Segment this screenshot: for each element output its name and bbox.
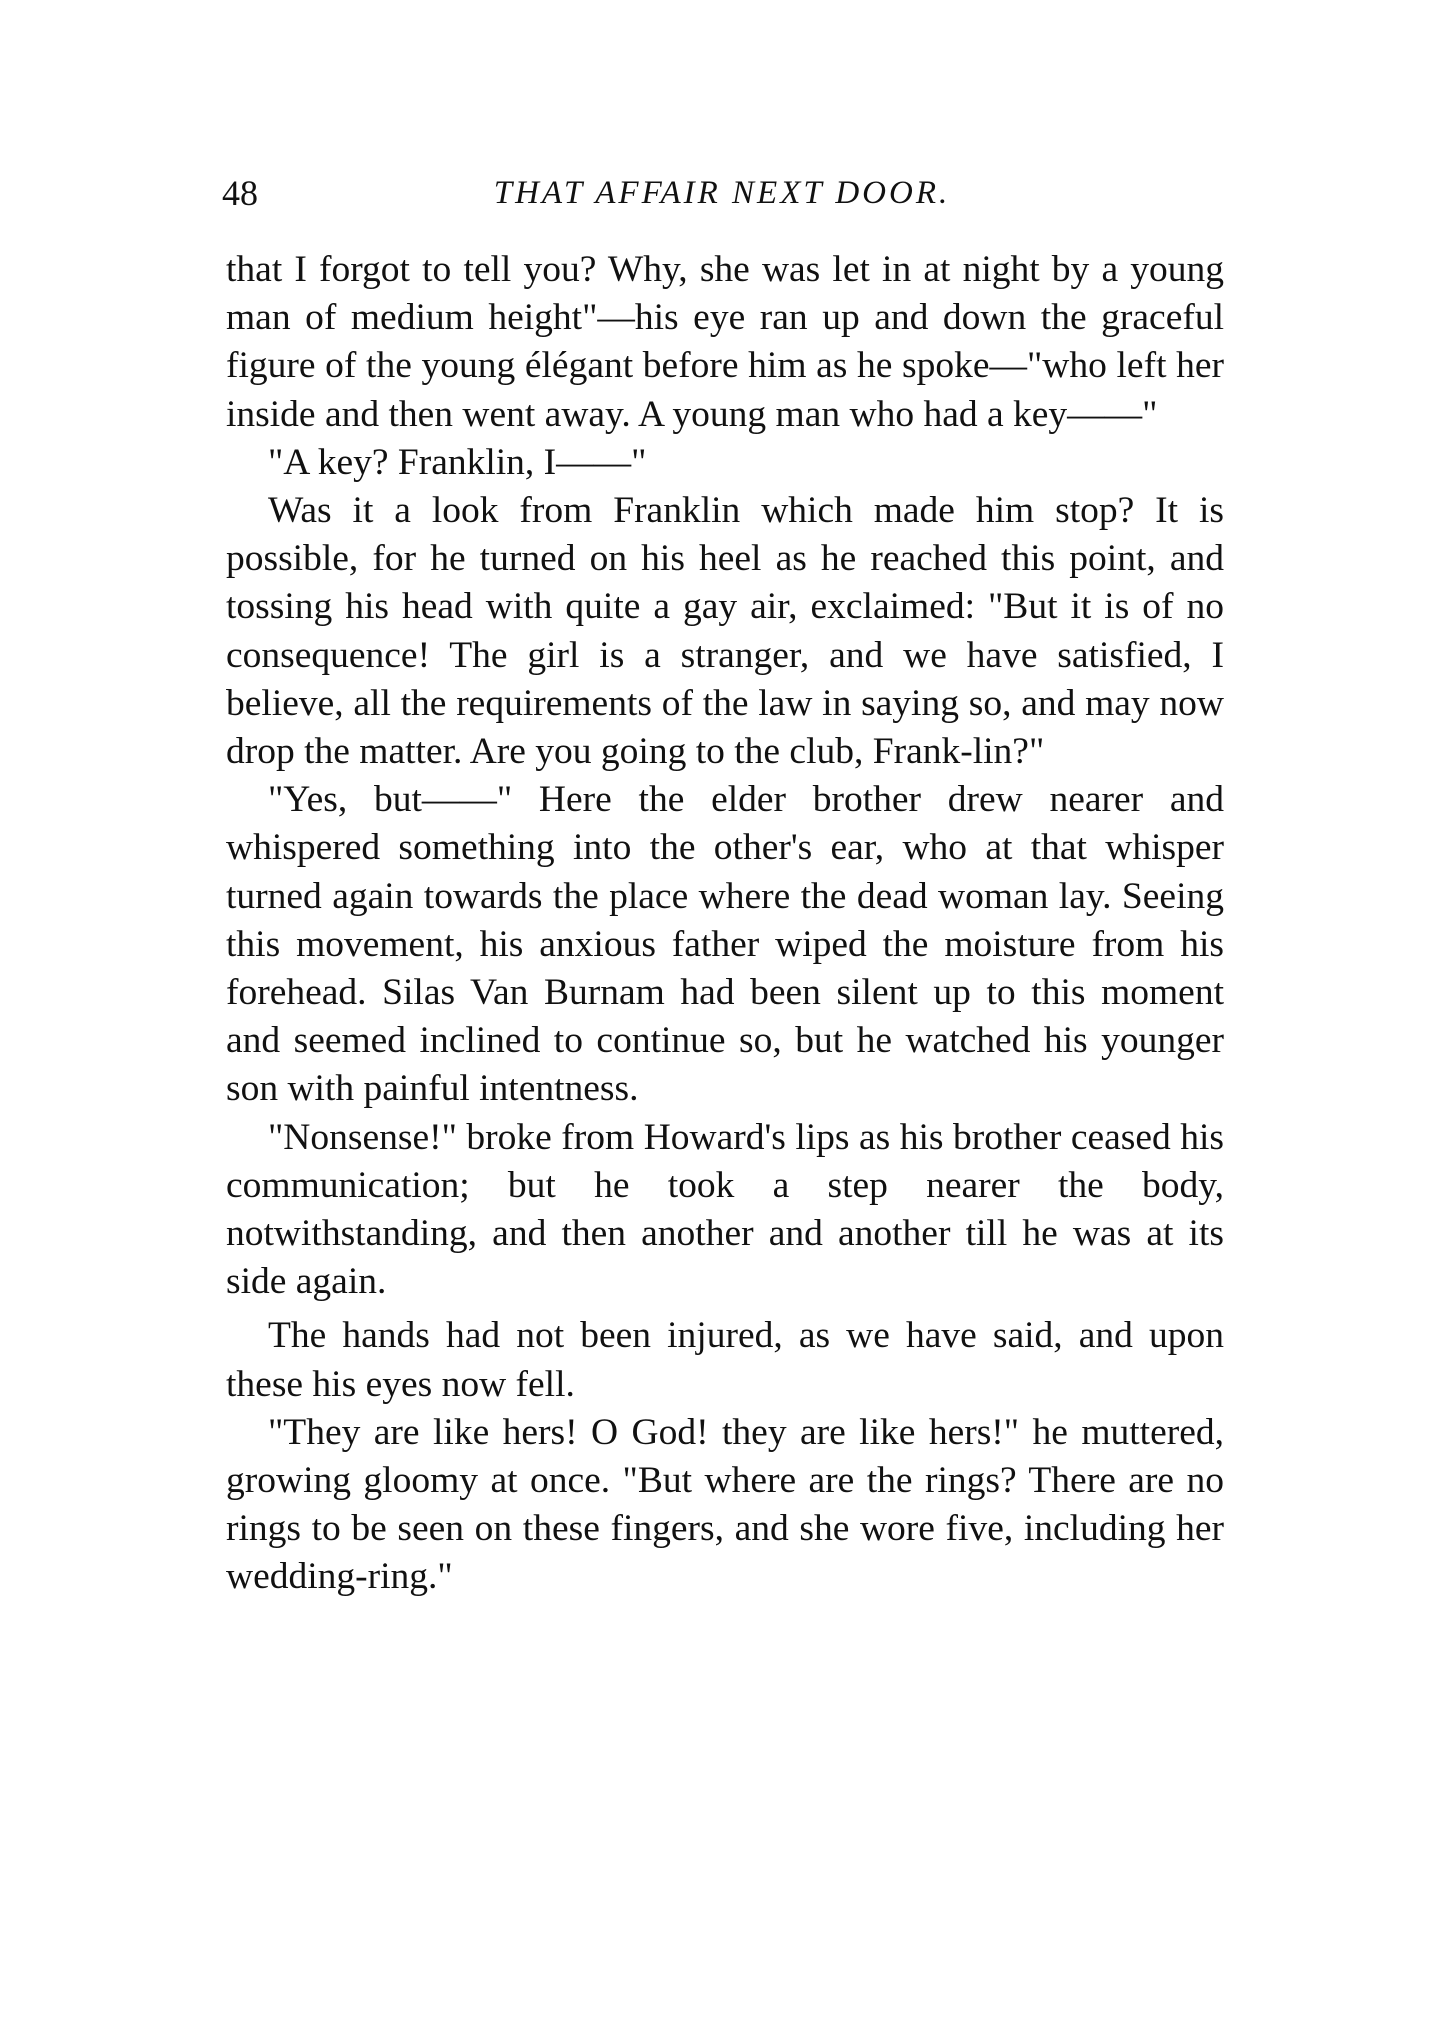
paragraph-7: "They are like hers! O God! they are like hers!" he muttered, growing gloomy at once. "But where are the rings? There are no rings to be seen on these fingers, and she wore five, including her wedding-ring."	[226, 1411, 1224, 1598]
body-text	[226, 246, 1224, 1602]
paragraph-1: that I forgot to tell you? Why, she was let in at night by a young man of medium height"—his eye ran up and down the graceful figure of the young élégant before him as he spoke—"who left her inside and then went away. A young man who had a key——"	[226, 249, 1224, 435]
paragraph-2: "A key? Franklin, I——"	[268, 441, 647, 483]
paragraph-5: "Nonsense!" broke from Howard's lips as his brother ceased his communication; but he took a step nearer the body, notwithstanding, and then another and another till he was at its side again.	[226, 1116, 1224, 1303]
page-header	[222, 168, 1222, 218]
paragraph-4: "Yes, but——" Here the elder brother drew nearer and whispered something into the other's ear, who at that whisper turned again towards the place where the dead woman lay. Seeing this movement, his anxious father wiped the moisture from his forehead. Silas Van Burnam had been silent up to this moment and seemed inclined to continue so, but he watched his younger son with painful intentness.	[226, 779, 1224, 1110]
paragraph-6: The hands had not been injured, as we have said, and upon these his eyes now fell.	[226, 1315, 1224, 1405]
paragraph-3: Was it a look from Franklin which made him stop? It is possible, for he turned on his heel as he reached this point, and tossing his head with quite a gay air, exclaimed: "But it is of no consequence! The girl is a stranger, and we have satisfied, I believe, all the requirements of the law in saying so, and may now drop the matter. Are you going to the club, Frank-lin?"	[226, 490, 1224, 773]
page-number: 48	[222, 173, 258, 213]
running-title: THAT AFFAIR NEXT DOOR.	[493, 175, 951, 211]
